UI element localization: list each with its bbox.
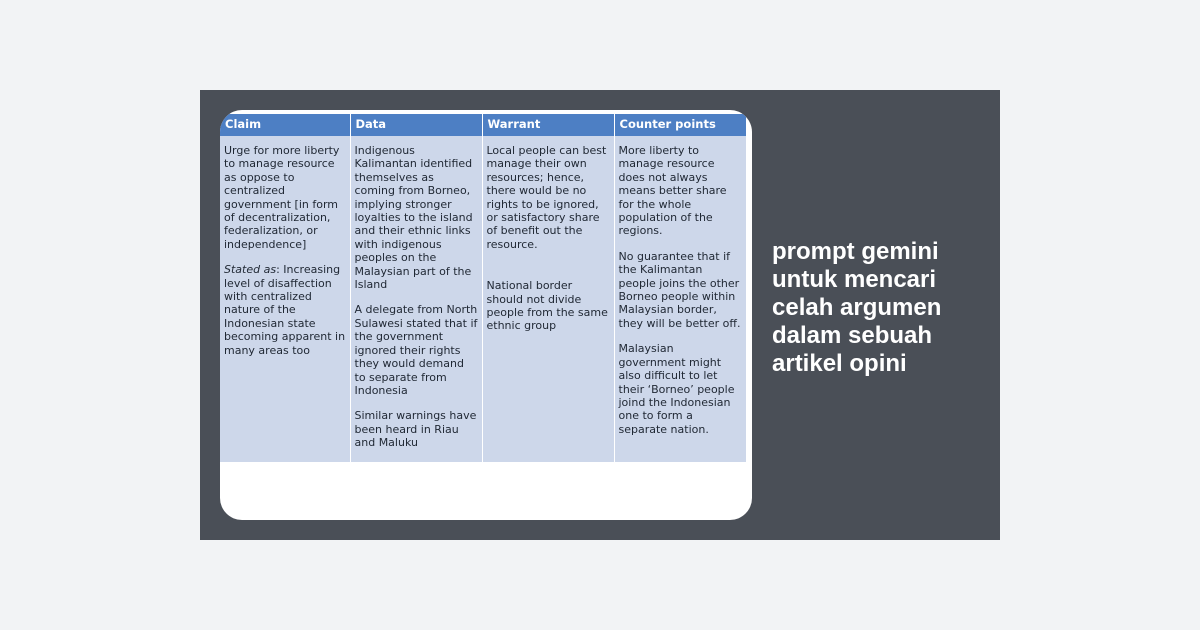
header-claim: Claim <box>220 114 350 136</box>
stated-as-label: Stated as <box>224 263 277 277</box>
argument-table <box>220 114 746 462</box>
cell-warrant <box>482 136 614 462</box>
cell-data <box>350 136 482 462</box>
claim-paragraph: Urge for more liberty to manage resource as oppose to centralized government [in form of decentralization, federalization, or independence] <box>224 144 340 251</box>
data-paragraph: Similar warnings have been heard in Riau and Maluku <box>354 409 477 450</box>
warrant-paragraph: National border should not divide people from the same ethnic group <box>486 279 608 333</box>
counter-paragraph: No guarantee that if the Kalimantan people joins the other Borneo people within Malaysian border, they will be better off. <box>618 249 741 330</box>
header-data: Data <box>350 114 482 136</box>
data-paragraph: A delegate from North Sulawesi stated that if the government ignored their rights they would demand to separate from Indonesia <box>354 303 478 397</box>
cell-counter-points <box>614 136 746 462</box>
warrant-paragraph: Local people can best manage their own resources; hence, there would be no rights to be ignored, or satisfactory share of benefit out the resource. <box>486 144 607 251</box>
card-title[interactable]: prompt gemini untuk mencari celah argumen dalam sebuah artikel opini <box>772 238 942 377</box>
table-row <box>220 136 746 462</box>
link-preview-card[interactable] <box>200 90 1000 540</box>
preview-thumbnail <box>220 110 752 520</box>
data-paragraph: Indigenous Kalimantan identified themselves as coming from Borneo, implying stronger loyalties to the island and their ethnic links with indigenous peoples on the Malaysian part of the Island <box>354 144 473 292</box>
counter-paragraph: Malaysian government might also difficult to let their ‘Borneo’ people joind the Indonesian one to form a separate nation. <box>618 342 735 436</box>
header-counter-points: Counter points <box>614 114 746 136</box>
claim-stated-as <box>224 263 346 357</box>
counter-paragraph: More liberty to manage resource does not always means better share for the whole population of the regions. <box>618 144 727 238</box>
table-header-row <box>220 114 746 136</box>
header-warrant: Warrant <box>482 114 614 136</box>
cell-claim <box>220 136 350 462</box>
stated-as-text: : Increasing level of disaffection with centralized nature of the Indonesian state becoming apparent in many areas too <box>224 263 346 357</box>
